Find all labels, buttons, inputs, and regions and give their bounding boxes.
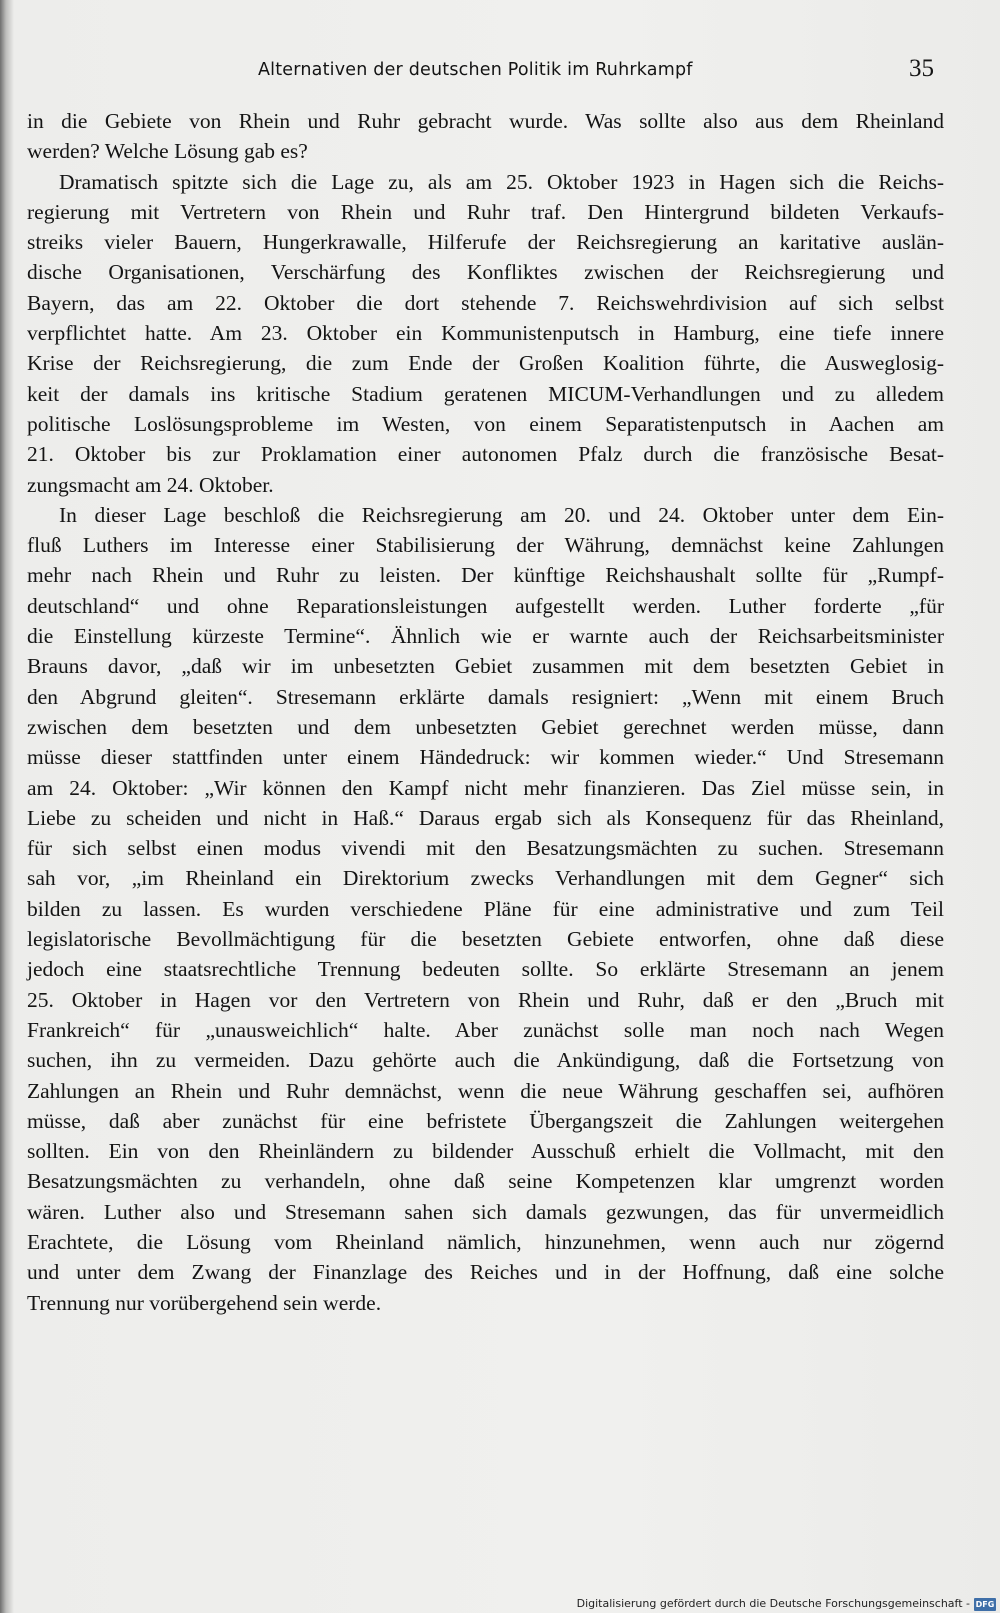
text-line: deutschland“ und ohne Reparationsleistungen aufgestellt werden. Luther forderte „für (27, 593, 944, 618)
text-line: den Abgrund gleiten“. Stresemann erklärte damals resigniert: „Wenn mit einem Bruch (27, 684, 944, 709)
body-text (27, 106, 944, 1318)
text-line: in die Gebiete von Rhein und Ruhr gebracht wurde. Was sollte also aus dem Rheinland (27, 109, 944, 133)
text-line: und unter dem Zwang der Finanzlage des Reiches und in der Hoffnung, daß eine solche (27, 1260, 944, 1285)
text-line: politische Loslösungsprobleme im Westen, von einem Separatistenputsch in Aachen am (27, 411, 944, 436)
text-line: fluß Luthers im Interesse einer Stabilisierung der Währung, demnächst keine Zahlungen (27, 533, 944, 558)
text-line: streiks vieler Bauern, Hungerkrawalle, Hilferufe der Reichsregierung an karitative auslän- (27, 230, 944, 255)
text-line: 25. Oktober in Hagen vor den Vertretern von Rhein und Ruhr, daß er den „Bruch mit (27, 987, 944, 1012)
digitization-credit: Digitalisierung gefördert durch die Deutsche Forschungsgemeinschaft - (576, 1597, 970, 1610)
text-line: legislatorische Bevollmächtigung für die besetzten Gebiete entworfen, ohne daß diese (27, 927, 944, 952)
text-line: wären. Luther also und Stresemann sahen sich damals gezwungen, das für unvermeidlich (27, 1199, 944, 1224)
text-line: keit der damals ins kritische Stadium geratenen MICUM-Verhandlungen und zu alledem (27, 381, 944, 406)
text-line: Bayern, das am 22. Oktober die dort stehende 7. Reichswehrdivision auf sich selbst (27, 290, 944, 315)
text-line: müsse, daß aber zunächst für eine befristete Übergangszeit die Zahlungen weitergehen (27, 1108, 944, 1133)
text-line: Brauns davor, „daß wir im unbesetzten Gebiet zusammen mit dem besetzten Gebiet in (27, 654, 944, 679)
text-line: dische Organisationen, Verschärfung des Konfliktes zwischen der Reichsregierung und (27, 260, 944, 285)
text-line: Frankreich“ für „unausweichlich“ halte. Aber zunächst solle man noch nach Wegen (27, 1017, 944, 1042)
running-header-title: Alternativen der deutschen Politik im Ruhrkampf (258, 60, 693, 80)
text-line: sollten. Ein von den Rheinländern zu bildender Ausschuß erhielt die Vollmacht, mit den (27, 1139, 944, 1164)
text-line: 21. Oktober bis zur Proklamation einer autonomen Pfalz durch die französische Besat- (27, 442, 944, 467)
text-line: für sich selbst einen modus vivendi mit den Besatzungsmächten zu suchen. Stresemann (27, 836, 944, 861)
text-line: sah vor, „im Rheinland ein Direktorium zwecks Verhandlungen mit dem Gegner“ sich (27, 866, 944, 891)
text-line: In dieser Lage beschloß die Reichsregierung am 20. und 24. Oktober unter dem Ein- (59, 502, 944, 527)
text-line: Trennung nur vorübergehend sein werde. (27, 1290, 382, 1315)
text-line: Zahlungen an Rhein und Ruhr demnächst, wenn die neue Währung geschaffen sei, aufhören (27, 1078, 944, 1103)
text-line: Liebe zu scheiden und nicht in Haß.“ Daraus ergab sich als Konsequenz für das Rheinland, (27, 805, 944, 830)
text-line: am 24. Oktober: „Wir können den Kampf nicht mehr finanzieren. Das Ziel müsse sein, in (27, 775, 944, 800)
text-line: bilden zu lassen. Es wurden verschiedene Pläne für eine administrative und zum Teil (27, 896, 944, 921)
text-line: Krise der Reichsregierung, die zum Ende der Großen Koalition führte, die Ausweglosig- (27, 351, 944, 376)
text-line: suchen, ihn zu vermeiden. Dazu gehörte auch die Ankündigung, daß die Fortsetzung von (27, 1048, 944, 1073)
text-line: zwischen dem besetzten und dem unbesetzten Gebiet gerechnet werden müsse, dann (27, 714, 944, 739)
dfg-logo: DFG (975, 1600, 995, 1609)
text-line: Besatzungsmächten zu verhandeln, ohne daß seine Kompetenzen klar umgrenzt worden (27, 1169, 944, 1194)
text-line: Dramatisch spitzte sich die Lage zu, als am 25. Oktober 1923 in Hagen sich die Reichs- (59, 169, 944, 194)
text-line: müsse dieser stattfinden unter einem Händedruck: wir kommen wieder.“ Und Stresemann (27, 745, 944, 770)
text-line: werden? Welche Lösung gab es? (27, 139, 308, 164)
text-line: verpflichtet hatte. Am 23. Oktober ein Kommunistenputsch in Hamburg, eine tiefe innere (27, 321, 944, 346)
page-number: 35 (909, 55, 934, 82)
text-line: zungsmacht am 24. Oktober. (27, 472, 274, 497)
text-line: Erachtete, die Lösung vom Rheinland nämlich, hinzunehmen, wenn auch nur zögernd (27, 1229, 944, 1254)
text-line: mehr nach Rhein und Ruhr zu leisten. Der künftige Reichshaushalt sollte für „Rumpf- (27, 563, 944, 588)
text-line: regierung mit Vertretern von Rhein und Ruhr traf. Den Hintergrund bildeten Verkaufs- (27, 199, 944, 224)
text-line: die Einstellung kürzeste Termine“. Ähnlich wie er warnte auch der Reichsarbeitsminister (27, 624, 944, 649)
text-line: jedoch eine staatsrechtliche Trennung bedeuten sollte. So erklärte Stresemann an jenem (27, 957, 944, 982)
